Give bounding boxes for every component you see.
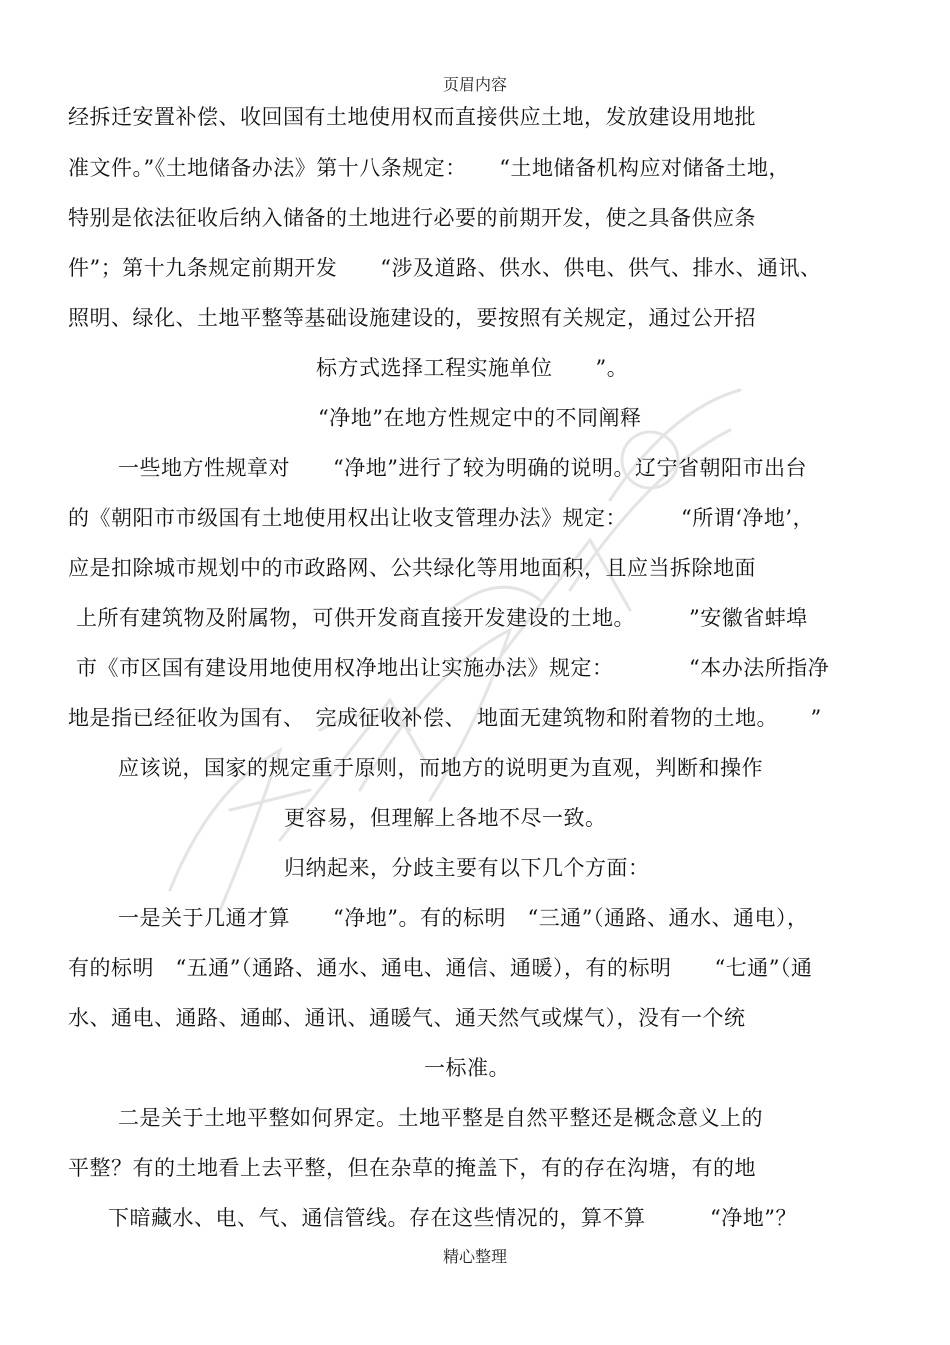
body-line: 二是关于土地平整如何界定。土地平整是自然平整还是概念意义上的 [118,1106,763,1130]
body-line: 标方式选择工程实施单位 ”。 [316,356,629,380]
body-line: 水、通电、通路、通邮、通讯、通暖气、通天然气或煤气），没有一个统 [68,1006,746,1030]
body-line: 更容易，但理解上各地不尽一致。 [284,806,607,830]
body-line: 地是指已经征收为国有、 完成征收补偿、 地面无建筑物和附着物的土地。 ” [68,706,822,730]
body-line: 有的标明 “五通”（通路、通水、通电、通信、通暖），有的标明 “七通”（通 [68,956,813,980]
section-heading: “净地”在地方性规定中的不同阐释 [318,406,642,430]
body-line: 特别是依法征收后纳入储备的土地进行必要的前期开发，使之具备供应条 [68,206,756,230]
body-line: 下暗藏水、电、气、通信管线。存在这些情况的，算不算 “净地”？ [108,1206,797,1230]
page-header: 页眉内容 [442,75,507,94]
body-line: 上所有建筑物及附属物，可供开发商直接开发建设的土地。 ”安徽省蚌埠 [76,606,808,630]
body-line: 准文件。”《土地储备办法》第十八条规定： “土地储备机构应对储备土地， [68,156,790,180]
body-line: 应该说，国家的规定重于原则，而地方的说明更为直观，判断和操作 [118,756,763,780]
body-line: 一标准。 [424,1056,510,1080]
body-line: 照明、绿化、土地平整等基础设施建设的，要按照有关规定，通过公开招 [68,306,756,330]
body-line: 应是扣除城市规划中的市政路网、公共绿化等用地面积，且应当拆除地面 [68,556,756,580]
body-line: 的《朝阳市市级国有土地使用权出让收支管理办法》规定： “所谓‘净地’， [68,506,815,530]
body-line: 市《市区国有建设用地使用权净地出让实施办法》规定： “本办法所指净 [76,656,830,680]
body-line: 平整？有的土地看上去平整，但在杂草的掩盖下，有的存在沟塘，有的地 [68,1156,756,1180]
body-line: 一是关于几通才算 “净地”。有的标明 “三通”（通路、通水、通电）， [118,906,809,930]
body-line: 经拆迁安置补偿、收回国有土地使用权而直接供应土地，发放建设用地批 [68,105,756,129]
body-line: 件”；第十九条规定前期开发 “涉及道路、供水、供电、供气、排水、通讯、 [68,256,822,280]
body-line: 一些地方性规章对 “净地”进行了较为明确的说明。辽宁省朝阳市出台 [118,456,807,480]
page-footer: 精心整理 [442,1247,507,1266]
body-line: 归纳起来，分歧主要有以下几个方面： [284,856,650,880]
